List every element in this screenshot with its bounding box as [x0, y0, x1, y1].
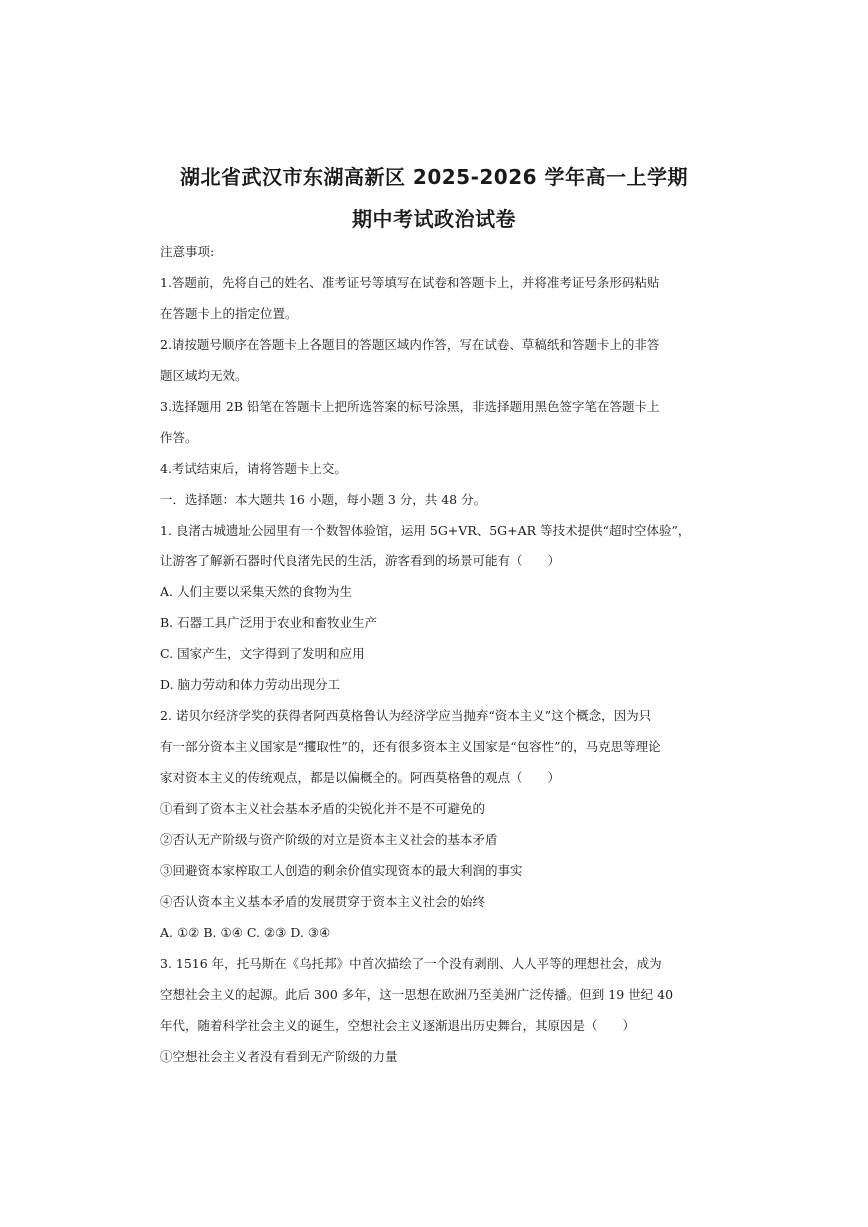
question-3-stem: 3. 1516 年，托马斯在《乌托邦》中首次描绘了一个没有剥削、人人平等的理想社会，成为 [160, 956, 662, 971]
section-heading: 一．选择题：本大题共 16 小题，每小题 3 分，共 48 分。 [160, 492, 487, 507]
question-3-stem: 空想社会主义的起源。此后 300 多年，这一思想在欧洲乃至美洲广泛传播。但到 19 世纪 40 [160, 987, 674, 1002]
question-1-option-c: C. 国家产生，文字得到了发明和应用 [160, 646, 365, 661]
notice-line: 作答。 [160, 430, 198, 445]
notice-heading: 注意事项: [160, 244, 215, 259]
notice-line: 题区域均无效。 [160, 368, 248, 383]
question-2-stem: 2. 诺贝尔经济学奖的获得者阿西莫格鲁认为经济学应当抛弃“资本主义”这个概念，因为只 [160, 708, 652, 723]
question-1-stem: 1. 良渚古城遗址公园里有一个数智体验馆，运用 5G+VR、5G+AR 等技术提供“超时空体验”， [160, 523, 691, 538]
question-1-stem: 让游客了解新石器时代良渚先民的生活，游客看到的场景可能有（ ） [160, 553, 561, 568]
question-1-option-a: A. 人们主要以采集天然的食物为生 [160, 584, 352, 599]
question-1-option-b: B. 石器工具广泛用于农业和畜牧业生产 [160, 615, 378, 630]
question-2-stem: 有一部分资本主义国家是“攫取性”的，还有很多资本主义国家是“包容性”的，马克思等理论 [160, 739, 661, 754]
notice-line: 1.答题前，先将自己的姓名、准考证号等填写在试卷和答题卡上，并将准考证号条形码粘贴 [160, 275, 660, 290]
question-2-item: ①看到了资本主义社会基本矛盾的尖锐化并不是不可避免的 [160, 801, 486, 816]
notice-line: 4.考试结束后，请将答题卡上交。 [160, 461, 347, 476]
question-2-stem: 家对资本主义的传统观点，都是以偏概全的。阿西莫格鲁的观点（ ） [160, 770, 561, 785]
notice-line: 3.选择题用 2B 铅笔在答题卡上把所选答案的标号涂黑，非选择题用黑色签字笔在答题卡上 [160, 399, 660, 414]
notice-line: 在答题卡上的指定位置。 [160, 306, 298, 321]
exam-title-line1: 湖北省武汉市东湖高新区 2025-2026 学年高一上学期 [179, 165, 689, 189]
question-2-options: A. ①② B. ①④ C. ②③ D. ③④ [160, 925, 331, 940]
question-1-option-d: D. 脑力劳动和体力劳动出现分工 [160, 677, 341, 692]
question-2-item: ④否认资本主义基本矛盾的发展贯穿于资本主义社会的始终 [160, 894, 486, 909]
question-2-item: ③回避资本家榨取工人创造的剩余价值实现资本的最大利润的事实 [160, 863, 523, 878]
question-2-item: ②否认无产阶级与资产阶级的对立是资本主义社会的基本矛盾 [160, 832, 498, 847]
question-3-stem: 年代，随着科学社会主义的诞生，空想社会主义逐渐退出历史舞台，其原因是（ ） [160, 1018, 636, 1033]
notice-line: 2.请按题号顺序在答题卡上各题目的答题区域内作答，写在试卷、草稿纸和答题卡上的非答 [160, 337, 660, 352]
question-3-item: ①空想社会主义者没有看到无产阶级的力量 [160, 1049, 398, 1064]
exam-title-line2: 期中考试政治试卷 [352, 207, 516, 231]
